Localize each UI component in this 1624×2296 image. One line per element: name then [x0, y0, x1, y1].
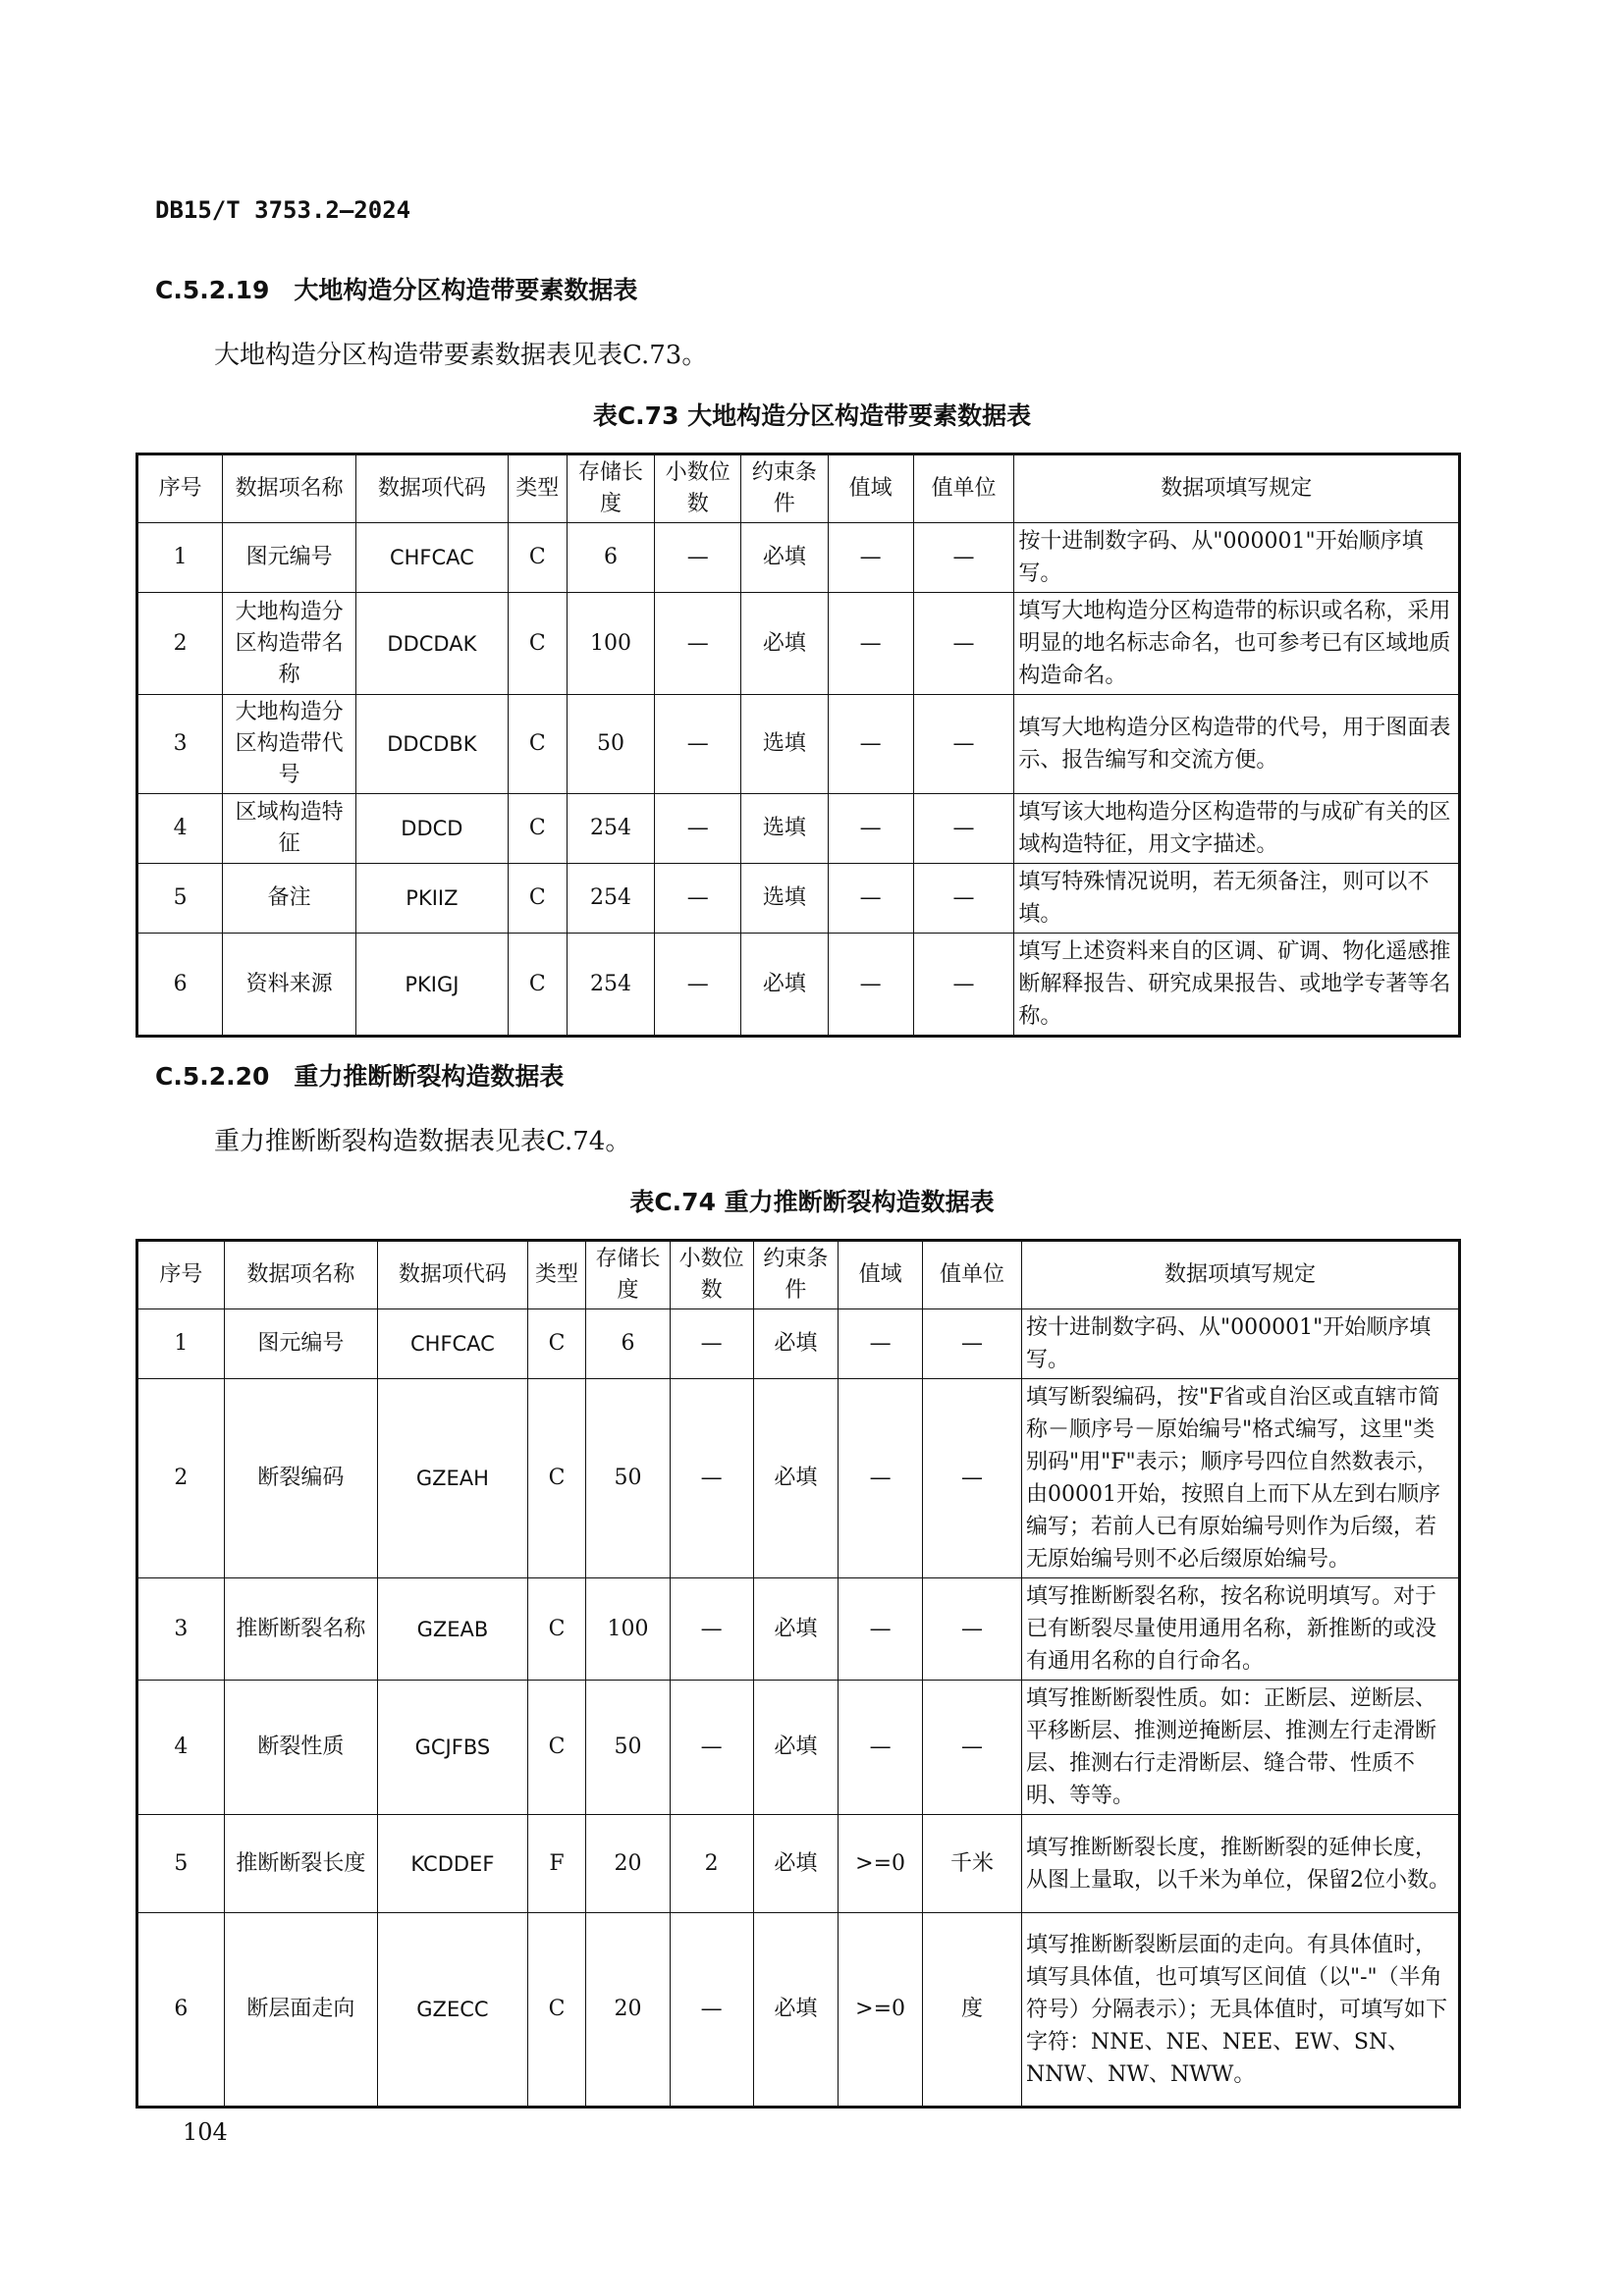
cell-code: DDCDBK: [356, 695, 509, 794]
col-header-name: 数据项名称: [223, 454, 356, 523]
cell-length: 20: [586, 1913, 671, 2108]
cell-no: 6: [137, 934, 223, 1037]
cell-no: 2: [137, 1379, 225, 1578]
col-header-decimals: 小数位数: [670, 1241, 753, 1309]
cell-length: 6: [567, 523, 654, 593]
cell-range: —: [839, 1309, 923, 1379]
col-header-unit: 值单位: [922, 1241, 1021, 1309]
cell-type: C: [527, 1379, 585, 1578]
cell-name: 大地构造分区构造带名称: [223, 593, 356, 695]
cell-constraint: 必填: [741, 934, 828, 1037]
table-row: [137, 1379, 1460, 1578]
cell-name: 断裂性质: [224, 1681, 377, 1815]
cell-unit: —: [922, 1681, 1021, 1815]
cell-constraint: 必填: [753, 1815, 839, 1913]
table-caption-c73: 表C.73 大地构造分区构造带要素数据表: [592, 401, 1032, 430]
cell-no: 1: [137, 523, 223, 593]
cell-code: DDCDAK: [356, 593, 509, 695]
col-header-type: 类型: [508, 454, 567, 523]
cell-decimals: 2: [670, 1815, 753, 1913]
table-header-row: [137, 454, 1460, 523]
cell-range: —: [839, 1379, 923, 1578]
cell-unit: —: [913, 695, 1014, 794]
cell-no: 2: [137, 593, 223, 695]
cell-rule: 按十进制数字码、从"000001"开始顺序填写。: [1021, 1309, 1459, 1379]
cell-unit: —: [913, 864, 1014, 934]
cell-constraint: 必填: [753, 1578, 839, 1681]
cell-length: 100: [586, 1578, 671, 1681]
cell-range: >=0: [839, 1913, 923, 2108]
cell-unit: —: [922, 1379, 1021, 1578]
col-header-range: 值域: [828, 454, 913, 523]
table-caption-c74: 表C.74 重力推断断裂构造数据表: [629, 1188, 995, 1216]
cell-range: —: [828, 794, 913, 864]
cell-name: 图元编号: [224, 1309, 377, 1379]
cell-rule: 填写大地构造分区构造带的代号，用于图面表示、报告编写和交流方便。: [1014, 695, 1460, 794]
cell-name: 推断断裂长度: [224, 1815, 377, 1913]
table-row: [137, 695, 1460, 794]
table-row: [137, 794, 1460, 864]
cell-constraint: 必填: [741, 523, 828, 593]
cell-rule: 填写断裂编码，按"F省或自治区或直辖市简称－顺序号－原始编号"格式编写，这里"类别码"用"F"表示；顺序号四位自然数表示，由00001开始，按照自上而下从左到右顺序编写；若前人已有原始编号则作为后缀，若无原始编号则不必后缀原始编号。: [1021, 1379, 1459, 1578]
cell-length: 6: [586, 1309, 671, 1379]
cell-no: 3: [137, 1578, 225, 1681]
cell-rule: 填写特殊情况说明，若无须备注，则可以不填。: [1014, 864, 1460, 934]
cell-name: 备注: [223, 864, 356, 934]
cell-unit: —: [913, 794, 1014, 864]
cell-name: 资料来源: [223, 934, 356, 1037]
cell-unit: —: [922, 1309, 1021, 1379]
col-header-length: 存储长度: [567, 454, 654, 523]
cell-no: 4: [137, 794, 223, 864]
cell-name: 推断断裂名称: [224, 1578, 377, 1681]
cell-constraint: 必填: [753, 1379, 839, 1578]
cell-type: C: [508, 934, 567, 1037]
cell-decimals: —: [670, 1309, 753, 1379]
cell-constraint: 选填: [741, 864, 828, 934]
cell-no: 5: [137, 1815, 225, 1913]
cell-no: 4: [137, 1681, 225, 1815]
cell-range: —: [839, 1578, 923, 1681]
cell-code: GZEAB: [377, 1578, 527, 1681]
col-header-constraint: 约束条件: [753, 1241, 839, 1309]
table-row: [137, 593, 1460, 695]
cell-rule: 填写上述资料来自的区调、矿调、物化遥感推断解释报告、研究成果报告、或地学专著等名称。: [1014, 934, 1460, 1037]
cell-constraint: 必填: [753, 1913, 839, 2108]
cell-code: CHFCAC: [377, 1309, 527, 1379]
col-header-no: 序号: [137, 454, 223, 523]
col-header-rule: 数据项填写规定: [1014, 454, 1460, 523]
data-table-c74: [135, 1239, 1461, 2109]
table-row: [137, 1681, 1460, 1815]
cell-type: C: [527, 1578, 585, 1681]
cell-name: 大地构造分区构造带代号: [223, 695, 356, 794]
cell-length: 254: [567, 934, 654, 1037]
cell-unit: —: [913, 934, 1014, 1037]
cell-name: 断裂编码: [224, 1379, 377, 1578]
cell-code: PKIGJ: [356, 934, 509, 1037]
cell-decimals: —: [655, 864, 741, 934]
table-row: [137, 864, 1460, 934]
cell-decimals: —: [670, 1681, 753, 1815]
cell-code: DDCD: [356, 794, 509, 864]
cell-decimals: —: [655, 695, 741, 794]
cell-type: C: [527, 1309, 585, 1379]
table-row: [137, 1578, 1460, 1681]
cell-type: C: [527, 1681, 585, 1815]
table-row: [137, 1913, 1460, 2108]
cell-unit: —: [913, 523, 1014, 593]
cell-unit: 度: [922, 1913, 1021, 2108]
table-row: [137, 1309, 1460, 1379]
section-intro-c5219: 大地构造分区构造带要素数据表见表C.73。: [214, 341, 708, 370]
col-header-no: 序号: [137, 1241, 225, 1309]
cell-rule: 填写大地构造分区构造带的标识或名称，采用明显的地名标志命名，也可参考已有区域地质构造命名。: [1014, 593, 1460, 695]
cell-type: C: [508, 864, 567, 934]
cell-code: GCJFBS: [377, 1681, 527, 1815]
cell-constraint: 选填: [741, 695, 828, 794]
cell-code: GZEAH: [377, 1379, 527, 1578]
cell-rule: 填写该大地构造分区构造带的与成矿有关的区域构造特征，用文字描述。: [1014, 794, 1460, 864]
col-header-name: 数据项名称: [224, 1241, 377, 1309]
cell-range: —: [828, 934, 913, 1037]
cell-no: 5: [137, 864, 223, 934]
col-header-type: 类型: [527, 1241, 585, 1309]
cell-length: 50: [567, 695, 654, 794]
cell-code: GZECC: [377, 1913, 527, 2108]
cell-decimals: —: [655, 934, 741, 1037]
cell-type: C: [508, 695, 567, 794]
cell-type: C: [508, 794, 567, 864]
table-row: [137, 934, 1460, 1037]
cell-name: 断层面走向: [224, 1913, 377, 2108]
cell-no: 3: [137, 695, 223, 794]
cell-range: —: [839, 1681, 923, 1815]
cell-rule: 填写推断断裂断层面的走向。有具体值时，填写具体值，也可填写区间值（以"-"（半角符号）分隔表示）；无具体值时，可填写如下字符：NNE、NE、NEE、EW、SN、NNW、NW、NWW。: [1021, 1913, 1459, 2108]
cell-type: F: [527, 1815, 585, 1913]
col-header-code: 数据项代码: [377, 1241, 527, 1309]
cell-range: —: [828, 695, 913, 794]
section-heading-c5220: C.5.2.20 重力推断断裂构造数据表: [155, 1062, 565, 1091]
cell-name: 区域构造特征: [223, 794, 356, 864]
cell-length: 50: [586, 1379, 671, 1578]
cell-rule: 填写推断断裂名称，按名称说明填写。对于已有断裂尽量使用通用名称，新推断的或没有通用名称的自行命名。: [1021, 1578, 1459, 1681]
document-code: DB15/T 3753.2—2024: [155, 196, 411, 224]
cell-decimals: —: [670, 1578, 753, 1681]
page-number: 104: [183, 2118, 228, 2146]
cell-type: C: [508, 593, 567, 695]
cell-rule: 填写推断断裂长度，推断断裂的延伸长度，从图上量取，以千米为单位，保留2位小数。: [1021, 1815, 1459, 1913]
cell-code: CHFCAC: [356, 523, 509, 593]
cell-constraint: 选填: [741, 794, 828, 864]
cell-no: 6: [137, 1913, 225, 2108]
col-header-code: 数据项代码: [356, 454, 509, 523]
table-row: [137, 1815, 1460, 1913]
cell-length: 100: [567, 593, 654, 695]
cell-unit: —: [922, 1578, 1021, 1681]
cell-decimals: —: [670, 1913, 753, 2108]
section-heading-c5219: C.5.2.19 大地构造分区构造带要素数据表: [155, 276, 638, 304]
cell-decimals: —: [655, 593, 741, 695]
cell-unit: 千米: [922, 1815, 1021, 1913]
cell-type: C: [508, 523, 567, 593]
cell-decimals: —: [670, 1379, 753, 1578]
cell-constraint: 必填: [753, 1309, 839, 1379]
cell-type: C: [527, 1913, 585, 2108]
cell-range: —: [828, 523, 913, 593]
cell-length: 50: [586, 1681, 671, 1815]
cell-rule: 填写推断断裂性质。如：正断层、逆断层、平移断层、推测逆掩断层、推测左行走滑断层、推测右行走滑断层、缝合带、性质不明、等等。: [1021, 1681, 1459, 1815]
cell-constraint: 必填: [753, 1681, 839, 1815]
cell-length: 254: [567, 794, 654, 864]
cell-decimals: —: [655, 794, 741, 864]
col-header-length: 存储长度: [586, 1241, 671, 1309]
cell-range: >=0: [839, 1815, 923, 1913]
col-header-unit: 值单位: [913, 454, 1014, 523]
col-header-rule: 数据项填写规定: [1021, 1241, 1459, 1309]
cell-length: 20: [586, 1815, 671, 1913]
cell-code: KCDDEF: [377, 1815, 527, 1913]
cell-unit: —: [913, 593, 1014, 695]
table-row: [137, 523, 1460, 593]
cell-constraint: 必填: [741, 593, 828, 695]
section-intro-c5220: 重力推断断裂构造数据表见表C.74。: [214, 1127, 631, 1156]
data-table-c73: [135, 453, 1461, 1038]
cell-decimals: —: [655, 523, 741, 593]
cell-code: PKIIZ: [356, 864, 509, 934]
col-header-range: 值域: [839, 1241, 923, 1309]
col-header-decimals: 小数位数: [655, 454, 741, 523]
cell-no: 1: [137, 1309, 225, 1379]
table-header-row: [137, 1241, 1460, 1309]
cell-range: —: [828, 593, 913, 695]
cell-name: 图元编号: [223, 523, 356, 593]
col-header-constraint: 约束条件: [741, 454, 828, 523]
cell-length: 254: [567, 864, 654, 934]
cell-rule: 按十进制数字码、从"000001"开始顺序填写。: [1014, 523, 1460, 593]
cell-range: —: [828, 864, 913, 934]
